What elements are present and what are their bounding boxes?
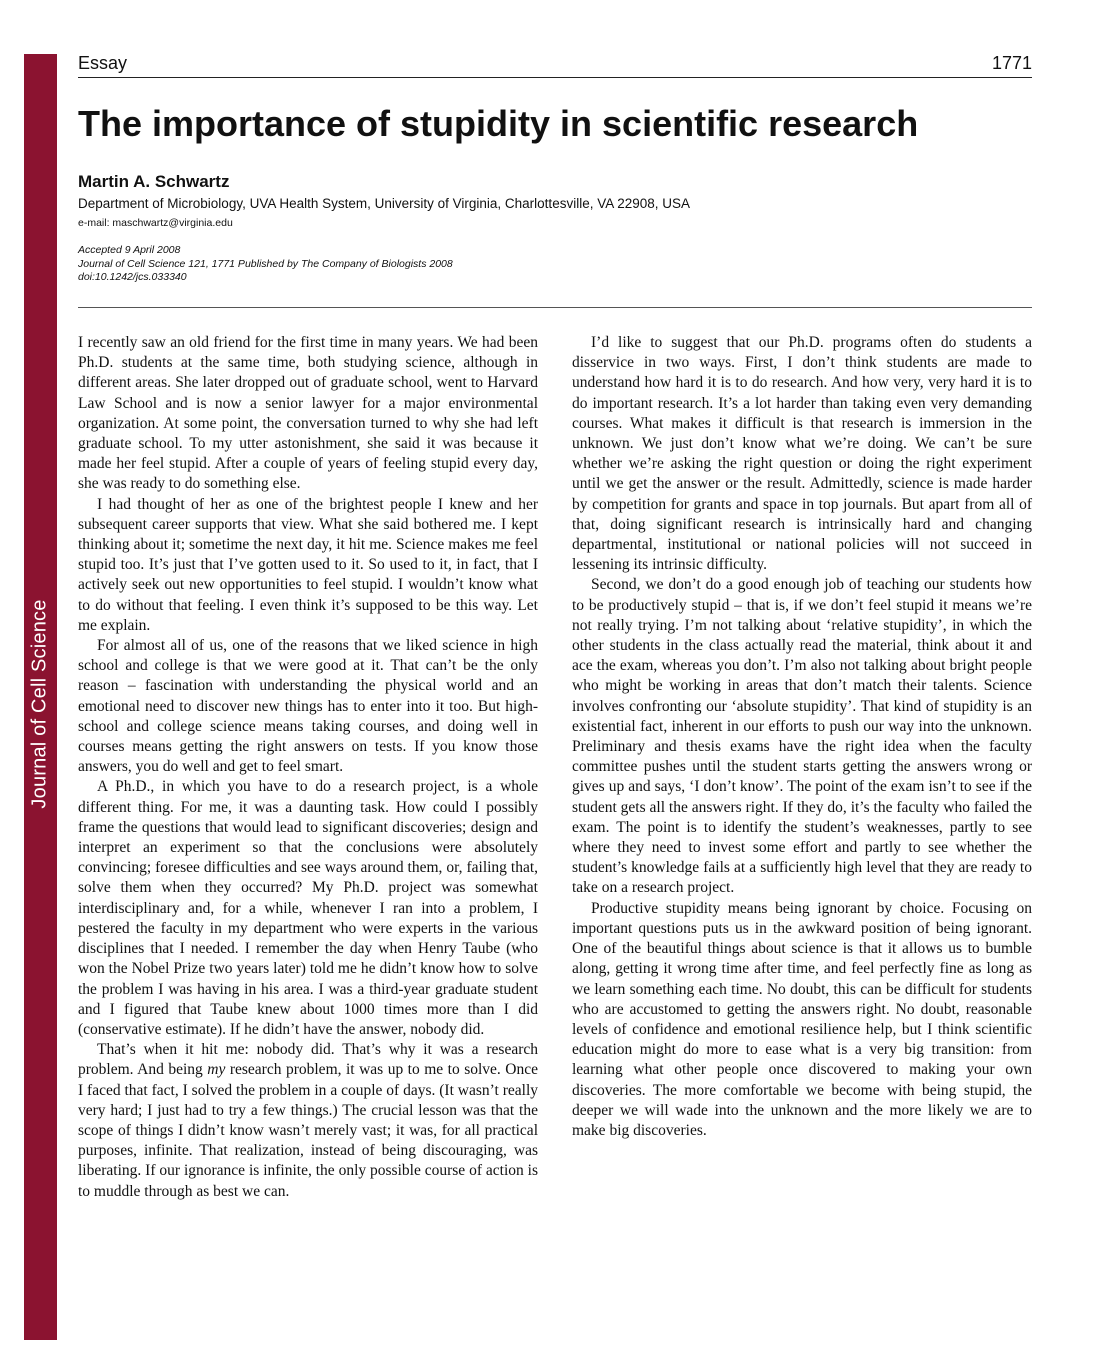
paragraph: I’d like to suggest that our Ph.D. programs often do students a disservice in two ways. First, I don’t think students are made to understand how hard it is to do research. And how very, very hard it is to do important research. It’s a lot harder than taking even very demanding courses. What makes it difficult is that research is immersion in the unknown. We just don’t know what we’re doing. We can’t be sure whether we’re asking the right question or doing the right experiment until we get the answer or the result. Admittedly, science is made harder by competition for grants and space in top journals. But apart from all of that, doing significant research is intrinsically hard and changing departmental, institutional or national policies will not succeed in lessening its intrinsic difficulty. [572,334,1032,574]
publication-info [78,244,453,285]
body-column-right [572,333,1032,1141]
paragraph: Productive stupidity means being ignorant by choice. Focusing on important questions puts us in the awkward position of being ignorant. One of the beautiful things about science is that it allows us to bumble along, getting it wrong time after time, and feel perfectly fine as long as we learn something each time. No doubt, this can be difficult for students who are accustomed to getting the answers right. No doubt, reasonable levels of confidence and emotional resilience help, but I think scientific education might do more to ease what is a very big transition: from learning what other people once discovered to making your own discoveries. The more comfortable we become with being stupid, the deeper we will wade into the unknown and the more likely we are to make big discoveries. [572,899,1032,1139]
paragraph: For almost all of us, one of the reasons that we liked science in high school and college is that we were good at it. That can’t be the only reason – fascination with understanding the physical world and an emotional need to discover new things has to enter into it too. But high-school and college science means taking courses, and doing well in courses means getting the right answers on tests. If you know those answers, you do well and get to feel smart. [78,637,538,776]
accepted-date: Accepted 9 April 2008 [78,244,181,256]
author-affiliation: Department of Microbiology, UVA Health System, University of Virginia, Charlottesville, VA 22908, USA [78,196,691,211]
doi: doi:10.1242/jcs.033340 [78,271,187,283]
header-rule [78,77,1032,78]
paragraph: A Ph.D., in which you have to do a research project, is a whole different thing. For me, it was a daunting task. How could I possibly frame the questions that would lead to significant discoveries; design and interpret an experiment so that the conclusions were absolutely convincing; foresee difficulties and see ways around them, or, failing that, solve them when they occurred? My Ph.D. project was somewhat interdisciplinary and, for a while, whenever I ran into a problem, I pestered the faculty in my department who were experts in the various disciplines that I needed. I remember the day when Henry Taube (who won the Nobel Prize two years later) told me he didn’t know how to solve the problem I was having in his area. I was a third-year graduate student and I figured that Taube knew about 1000 times more than I did (conservative estimate). If he didn’t have the answer, nobody did. [78,778,538,1038]
section-label: Essay [78,53,128,73]
section-divider [78,307,1032,308]
paragraph: Second, we don’t do a good enough job of teaching our students how to be productively stupid – that is, if we don’t feel stupid it means we’re not really trying. I’m not talking about ‘relative stupidity’, in which the other students in the class actually read the material, think about it and ace the exam, whereas you don’t. I’m also not talking about bright people who might be working in areas that don’t match their talents. Science involves confronting our ‘absolute stupidity’. That kind of stupidity is an existential fact, inherent in our efforts to push our way into the unknown. Preliminary and thesis exams have the right idea when the faculty committee pushes until the student starts getting the answers wrong or gives up and says, ‘I don’t know’. The point of the exam isn’t to see if the student gets all the answers right. If they do, it’s the faculty who failed the exam. The point is to identify the student’s weaknesses, partly to see where they need to invest some effort and partly to see whether the student’s knowledge fails at a sufficiently high level that they are ready to take on a research project. [572,576,1032,897]
journal-citation: Journal of Cell Science 121, 1771 Published by The Company of Biologists 2008 [78,257,453,270]
article-title: The importance of stupidity in scientific research [78,103,919,144]
text-run: That’s when it hit me: nobody did. That’s why it was a research problem. And being [78,1041,538,1079]
paragraph: I recently saw an old friend for the first time in many years. We had been Ph.D. students at the same time, both studying science, although in different areas. She later dropped out of graduate school, went to Harvard Law School and is now a senior lawyer for a major environmental organization. At some point, the conversation turned to why she had left graduate school. To my utter astonishment, she said it was because it made her feel stupid. After a couple of years of feeling stupid every day, she was ready to do something else. [78,334,538,493]
text-run: research problem, it was up to me to solve. Once I faced that fact, I solved the problem in a couple of days. (It wasn’t really very hard; I just had to try a few things.) The crucial lesson was that the scope of things I didn’t know wasn’t merely vast; it was, for all practical purposes, infinite. That realization, instead of being discouraging, was liberating. If our ignorance is infinite, the only possible course of action is to muddle through as best we can. [78,1061,538,1200]
page-number: 1771 [991,53,1032,73]
paragraph: I had thought of her as one of the brightest people I knew and her subsequent career supports that view. What she said bothered me. I kept thinking about it; sometime the next day, it hit me. Science makes me feel stupid too. It’s just that I’ve gotten used to it. So used to it, in fact, that I actively seek out new opportunities to feel stupid. I wouldn’t know what to do without that feeling. I even think it’s supposed to be this way. Let me explain. [78,495,538,634]
author-email: e-mail: maschwartz@virginia.edu [78,217,233,229]
emphasis: my [207,1061,226,1079]
body-column-left [78,333,538,1202]
author-name: Martin A. Schwartz [78,172,230,191]
paragraph [78,1040,538,1202]
journal-name: Journal of Cell Science [28,599,51,809]
